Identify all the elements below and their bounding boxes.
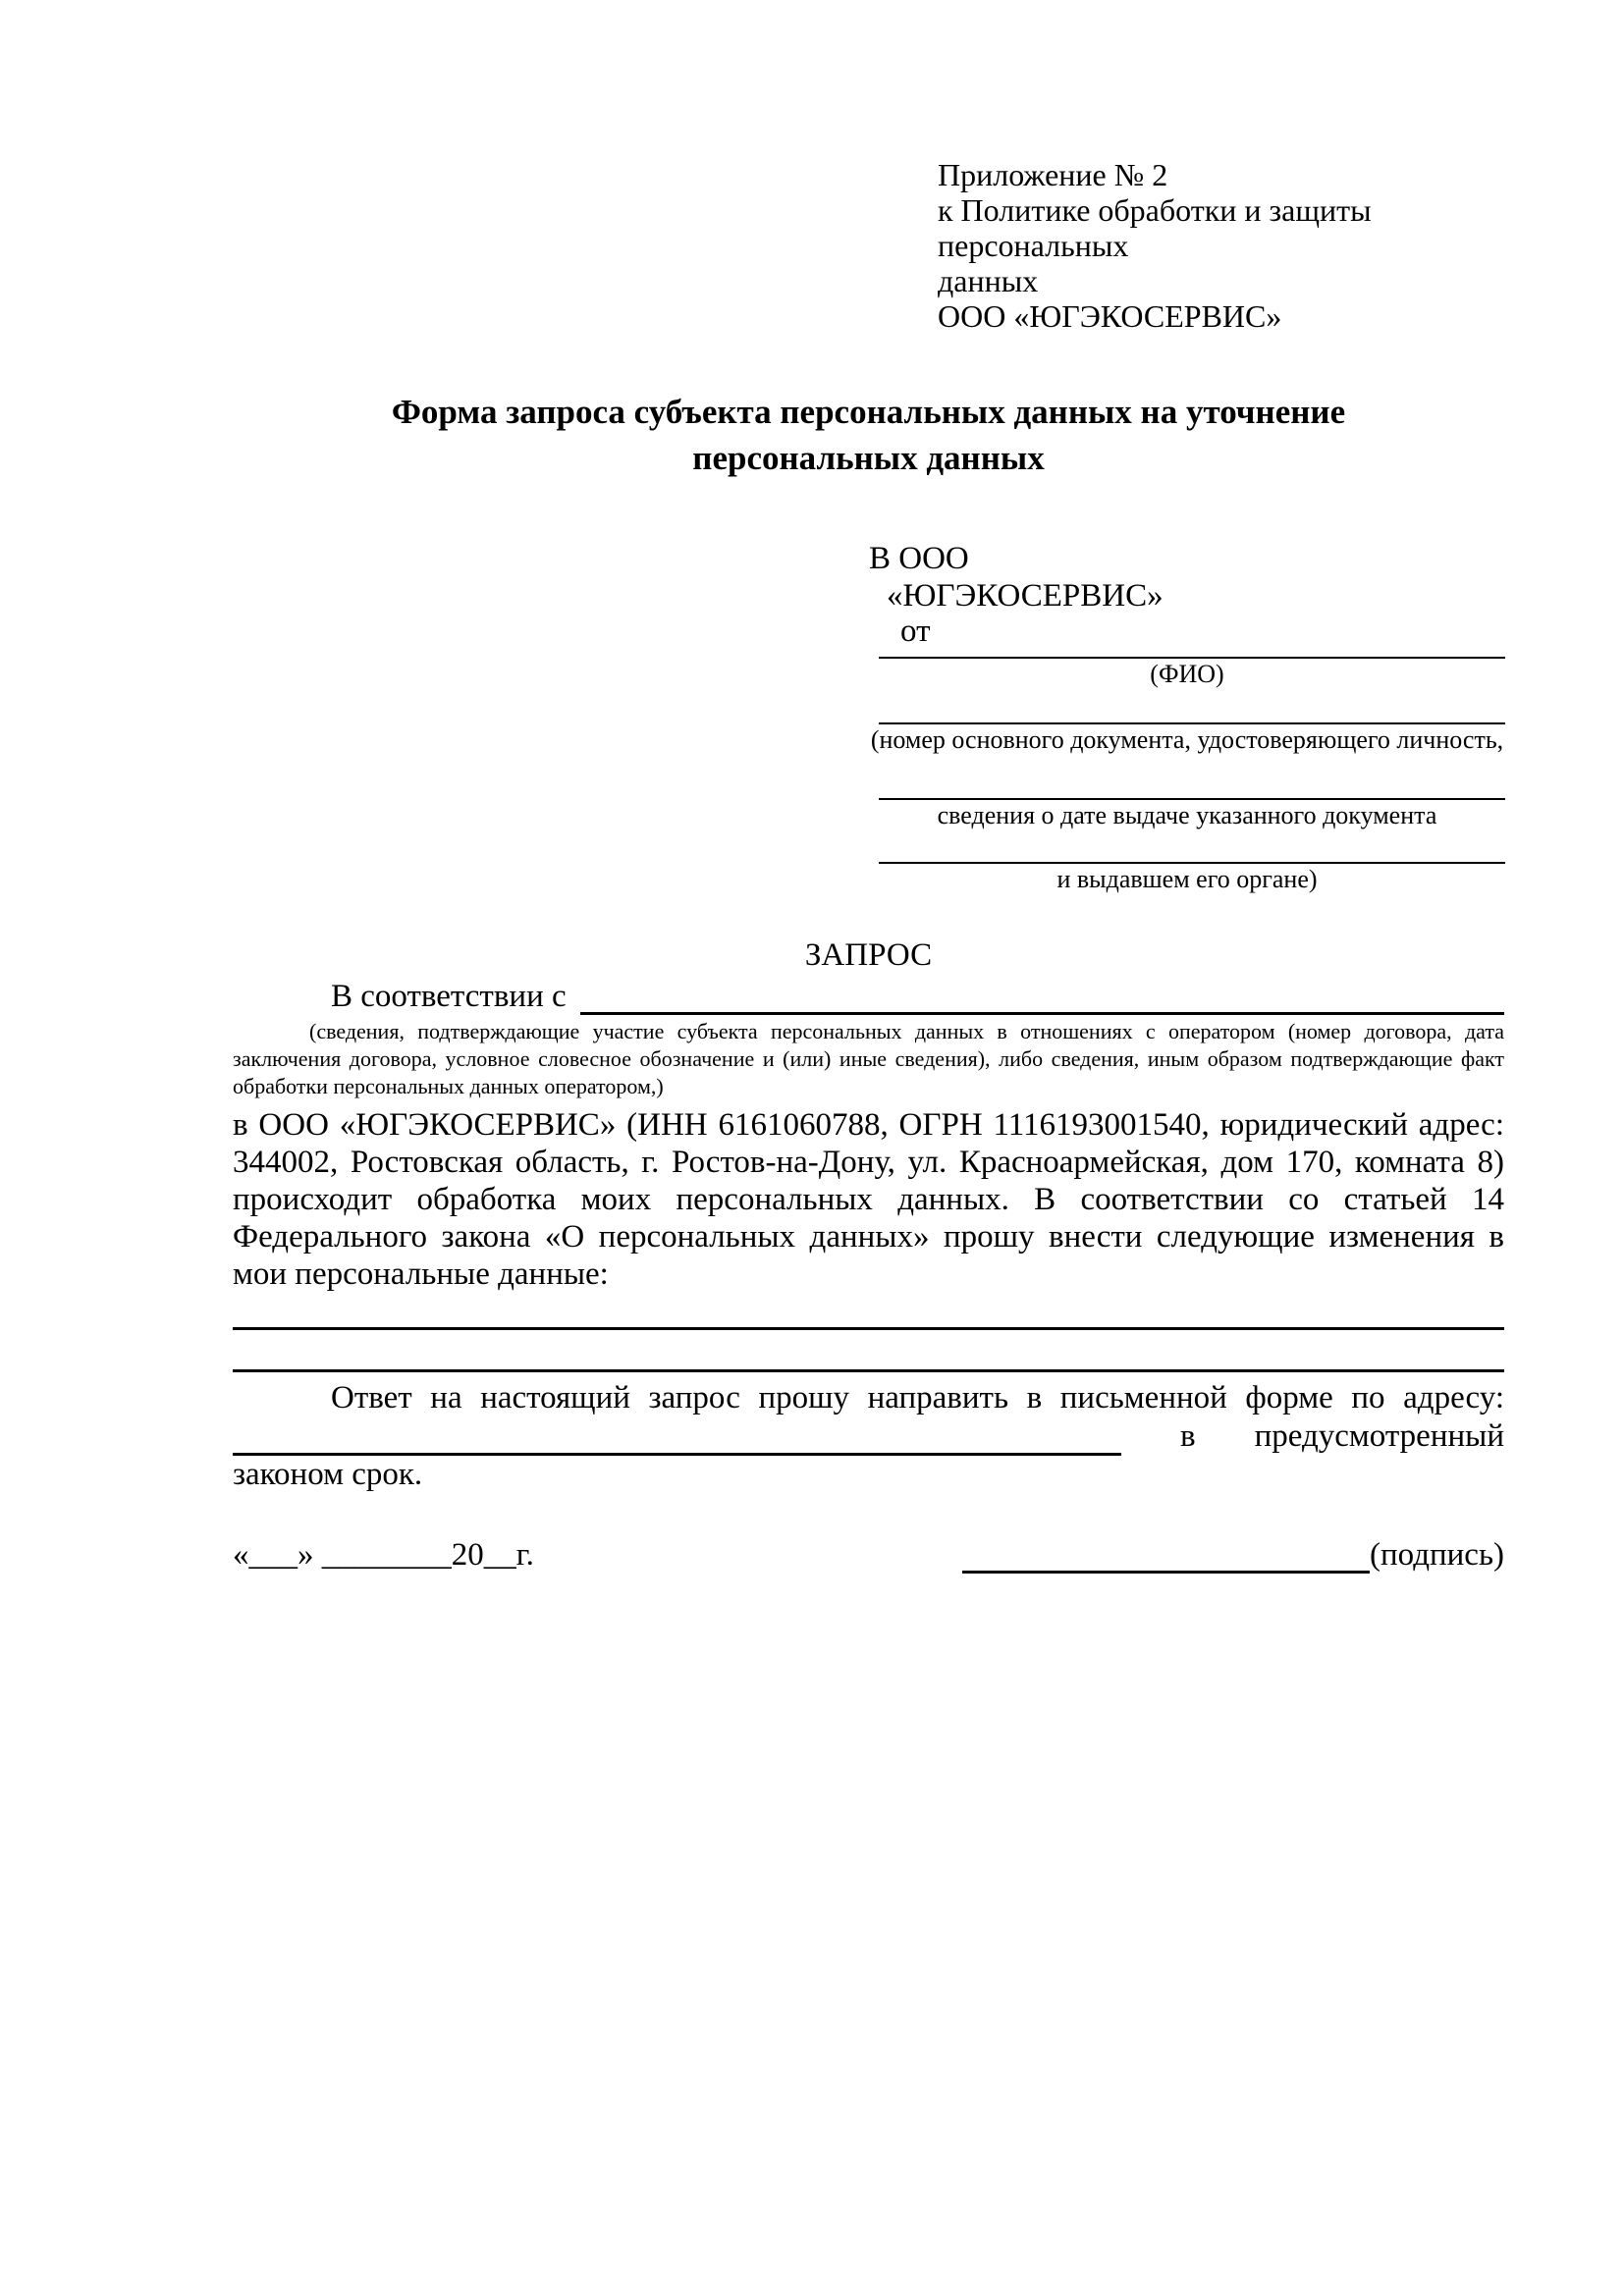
request-heading: ЗАПРОС (804, 937, 933, 973)
accordance-row (233, 978, 1504, 1015)
request-body-paragraph: в ООО «ЮГЭКОСЕРВИС» (ИНН 6161060788, ОГРН 1116193001540, юридический адрес: 344002, Ростовская область, г. Ростов-на-Дону, ул. Красноармейская, дом 170, комната 8) происходит обработка моих персональных данных. В соответствии со статьей 14 Федерального закона «О персональных данных» прошу внести следующие изменения в мои персональные данные: (233, 1107, 1504, 1292)
fio-caption: (ФИО) (1150, 660, 1224, 688)
document-title-line-2: персональных данных (692, 439, 1045, 477)
annex-header-line-3: данных (938, 263, 1039, 298)
annex-header (938, 157, 1504, 334)
answer-address-sentence: Ответ на настоящий запрос прошу направить в письменной форме по адресу: (331, 1380, 1504, 1415)
date-blank-text: «___» ________20__г. (233, 1537, 534, 1573)
accordance-footnote: (сведения, подтверждающие участие субъекта персональных данных в отношениях с оператором (номер договора, дата заключения договора, условное словесное обозначение и (или) иные сведения), либо сведения, иным образом подтверждающие факт обработки персональных данных оператором,) (233, 1019, 1504, 1098)
fio-field (869, 648, 1505, 690)
document-title (233, 389, 1504, 481)
changes-blank-line-1 (233, 1327, 1504, 1330)
answer-word-v: в (1180, 1418, 1196, 1454)
changes-blank-line-2 (233, 1369, 1504, 1372)
document-issuer-field (869, 831, 1505, 895)
signature-right-group (962, 1536, 1504, 1574)
addressee-block (869, 540, 1505, 895)
annex-header-line-4: ООО «ЮГЭКОСЕРВИС» (938, 298, 1282, 334)
document-issuer-blank-line (879, 831, 1505, 864)
document-issuer-caption: и выдавшем его органе) (1056, 865, 1318, 893)
accordance-label: В соответствии с (331, 979, 567, 1014)
answer-tail-text: законом срок. (233, 1457, 423, 1492)
document-number-caption: (номер основного документа, удостоверяющего личность, (870, 725, 1504, 754)
document-issue-date-field (869, 756, 1505, 831)
addressee-to-line-2: «ЮГЭКОСЕРВИС» (887, 578, 1164, 614)
annex-header-line-1: Приложение № 2 (938, 157, 1168, 192)
fio-blank-line (879, 648, 1505, 659)
addressee-from-label: от (900, 614, 931, 649)
answer-word-predusmotrenny: предусмотренный (1254, 1418, 1504, 1454)
addressee-to-line-1: В ООО (869, 541, 969, 576)
document-number-blank-line (879, 690, 1505, 724)
accordance-blank-line (580, 1012, 1504, 1015)
signature-row (233, 1536, 1504, 1574)
annex-header-line-2: к Политике обработки и защиты персональных (938, 192, 1372, 263)
answer-address-blank-line (233, 1419, 1121, 1456)
answer-address-row (233, 1416, 1504, 1456)
document-issue-date-blank-line (879, 756, 1505, 800)
signature-blank-line (962, 1537, 1370, 1574)
signature-caption: (подпись) (1370, 1537, 1504, 1573)
document-title-line-1: Форма запроса субъекта персональных данных на уточнение (391, 393, 1346, 431)
document-number-field (869, 690, 1505, 756)
document-issue-date-caption: сведения о дате выдаче указанного документа (937, 801, 1437, 829)
